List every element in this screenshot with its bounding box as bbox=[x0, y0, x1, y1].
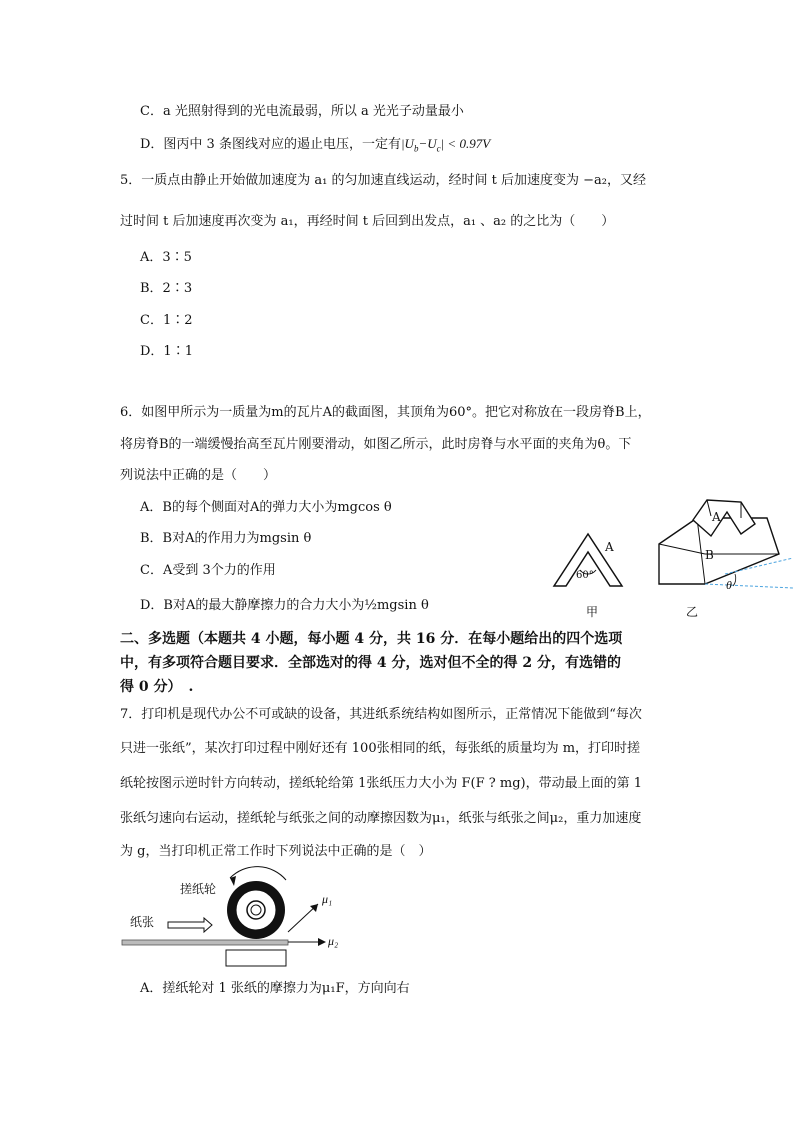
q6-option-c: C．A受到 3个力的作用 bbox=[140, 563, 276, 578]
formula-part: | < 0.97V bbox=[440, 136, 491, 151]
formula-part: |U bbox=[400, 136, 414, 151]
figure-jia-tile bbox=[550, 530, 630, 590]
q7-stem-line3: 纸轮按图示逆时针方向转动，搓纸轮给第 1张纸压力大小为 F(F ? mg)，带动最上面的第 1 bbox=[120, 776, 643, 791]
q5-stem-line2: 过时间 t 后加速度再次变为 a₁，再经时间 t 后回到出发点，a₁ 、a₂ 的之比为（ ） bbox=[120, 214, 615, 229]
q6-option-a: A．B的每个侧面对A的弹力大小为mgcos θ bbox=[140, 500, 392, 515]
q5-stem-line1: 5．一质点由静止开始做加速度为 a₁ 的匀加速直线运动，经时间 t 后加速度变为 −a₂，又经 bbox=[120, 173, 646, 188]
figure-paper-label: 纸张 bbox=[130, 915, 155, 929]
q6-stem-line3: 列说法中正确的是（ ） bbox=[120, 468, 277, 483]
figure-yi-ridge bbox=[645, 492, 794, 598]
q7-stem-line5: 为 g，当打印机正常工作时下列说法中正确的是（ ） bbox=[120, 844, 432, 859]
q5-option-c: C．1∶2 bbox=[140, 313, 193, 328]
q5-option-d: D．1∶1 bbox=[140, 344, 193, 359]
section2-heading-line3: 得 0 分） . bbox=[120, 679, 194, 695]
q4-option-d-text: D．图丙中 3 条图线对应的遏止电压，一定有 bbox=[140, 137, 401, 152]
q7-stem-line1: 7．打印机是现代办公不可或缺的设备，其进纸系统结构如图所示，正常情况下能做到“每次 bbox=[120, 707, 642, 722]
section2-heading-line2: 中，有多项符合题目要求．全部选对的得 4 分，选对但不全的得 2 分，有选错的 bbox=[120, 655, 621, 671]
formula-sub-b: b bbox=[413, 143, 419, 154]
q5-option-b: B．2∶3 bbox=[140, 281, 193, 296]
q4-option-d bbox=[140, 135, 490, 158]
figure-mu2-label: μ₂ bbox=[328, 934, 339, 948]
q6-option-d: D．B对A的最大静摩擦力的合力大小为½mgsin θ bbox=[140, 598, 429, 613]
figure-jia-caption: 甲 bbox=[586, 605, 599, 619]
figure-jia-angle: 60° bbox=[576, 570, 594, 581]
q5-option-a: A．3∶5 bbox=[140, 250, 192, 265]
q7-stem-line4: 张纸匀速向右运动，搓纸轮与纸张之间的动摩擦因数为μ₁，纸张与纸张之间μ₂，重力加速度 bbox=[120, 811, 642, 826]
q6-stem-line2: 将房脊B的一端缓慢抬高至瓦片刚要滑动，如图乙所示，此时房脊与水平面的夹角为θ。下 bbox=[120, 437, 632, 452]
figure-yi-label-b: B bbox=[705, 548, 714, 562]
formula-part: −U bbox=[418, 136, 437, 151]
figure-yi-label-a: A bbox=[712, 510, 721, 524]
figure-roller-label: 搓纸轮 bbox=[180, 882, 217, 896]
q4-option-c: C．a 光照射得到的光电流最弱，所以 a 光光子动量最小 bbox=[140, 104, 464, 119]
section2-heading-line1: 二、多选题（本题共 4 小题，每小题 4 分，共 16 分．在每小题给出的四个选项 bbox=[120, 631, 623, 647]
q4-option-d-formula bbox=[400, 136, 491, 154]
figure-yi-theta: θ bbox=[726, 578, 732, 592]
formula-sub-c: c bbox=[436, 143, 441, 154]
figure-jia-label-a: A bbox=[605, 540, 614, 554]
figure-yi-caption: 乙 bbox=[686, 605, 699, 619]
q7-option-a: A．搓纸轮对 1 张纸的摩擦力为μ₁F，方向向右 bbox=[140, 981, 410, 996]
q6-option-b: B．B对A的作用力为mgsin θ bbox=[140, 531, 312, 546]
q6-stem-line1: 6．如图甲所示为一质量为m的瓦片A的截面图，其顶角为60°。把它对称放在一段房脊B上， bbox=[120, 405, 651, 420]
figure-mu1-label: μ₁ bbox=[322, 892, 333, 906]
q7-stem-line2: 只进一张纸”，某次打印过程中刚好还有 100张相同的纸，每张纸的质量均为 m，打印时搓 bbox=[120, 741, 641, 756]
